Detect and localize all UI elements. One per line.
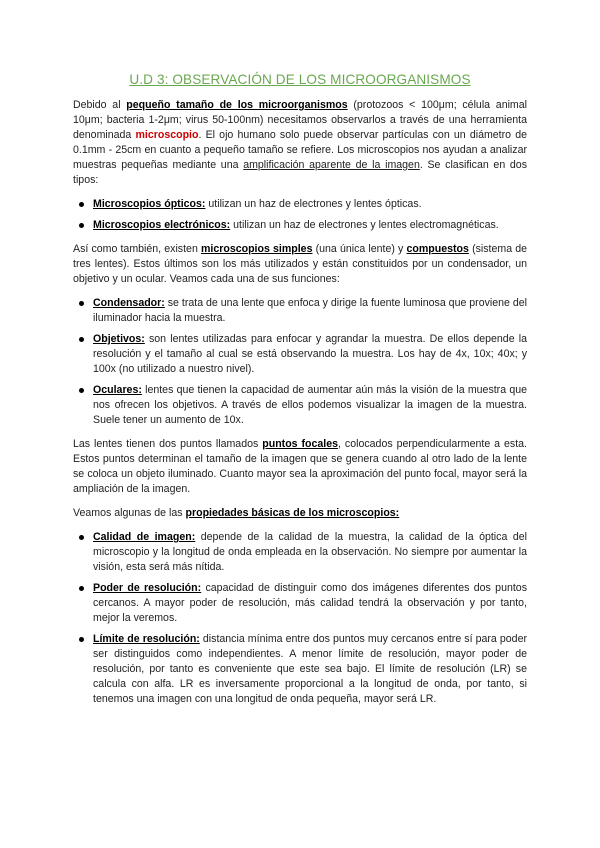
page-title: U.D 3: OBSERVACIÓN DE LOS MICROORGANISMOS	[129, 72, 471, 87]
list-term: Microscopios electrónicos:	[93, 219, 231, 231]
text: Así como también, existen	[73, 243, 201, 255]
list-text: utilizan un haz de electrones y lentes electromagnéticas.	[230, 219, 499, 231]
bullet-icon	[79, 223, 84, 228]
list-term: Calidad de imagen:	[93, 531, 196, 543]
list-item	[73, 296, 527, 326]
microscope-types-list	[73, 197, 527, 233]
bullet-icon	[79, 337, 84, 342]
list-text: depende de la calidad de la muestra, la calidad de la óptica del microscopio y la longitud de onda empleada en la observación. No siempre por aumentar la visión, esta será más nítida.	[93, 531, 527, 573]
microscope-parts-list	[73, 296, 527, 428]
list-text: son lentes utilizadas para enfocar y agrandar la muestra. De ellos depende la resolución y el tamaño al cual se está observando la muestra. Los hay de 4x, 10x; 40x; y 100x (no utilizado a nuestro nivel).	[93, 333, 527, 375]
compound-paragraph	[73, 242, 527, 287]
list-text: utilizan un haz de electrones y lentes ópticas.	[205, 198, 422, 210]
list-term: Límite de resolución:	[93, 633, 200, 645]
text: (sistema de tres lentes). Estos últimos son los más utilizados y están constituidos por un condensador, un objetivo y un ocular. Veamos cada una de sus funciones:	[73, 243, 528, 285]
emphasis: compuestos	[406, 243, 469, 255]
list-text: lentes que tienen la capacidad de aumentar aún más la visión de la muestra que nos ofrecen los objetivos. A través de ellos podemos visualizar la imagen de la muestra. Suele tener un aumento de 10x.	[93, 384, 527, 426]
list-term: Oculares:	[93, 384, 142, 396]
list-item	[73, 530, 527, 575]
text: Las lentes tienen dos puntos llamados	[73, 438, 263, 450]
list-term: Poder de resolución:	[93, 582, 202, 594]
focal-points-paragraph	[73, 437, 527, 497]
bullet-icon	[79, 202, 84, 207]
list-item	[73, 218, 527, 233]
list-text: distancia mínima entre dos puntos muy cercanos entre sí para poder ser distinguidos como independientes. A menor límite de resolución, mayor poder de resolución, por tanto es conveniente que este sea bajo. El límite de resolución (LR) se calcula con alfa. LR es inversamente proporcional a la longitud de onda, por tanto, si tenemos una imagen con una longitud de onda pequeña, mayor será LR.	[93, 633, 527, 705]
text: Debido al	[73, 99, 127, 111]
list-text: se trata de una lente que enfoca y dirige la fuente luminosa que proviene del iluminador hacia la muestra.	[93, 297, 528, 324]
text: , colocados perpendicularmente a esta. Estos puntos determinan el tamaño de la imagen que se genera cuando al otro lado de la lente se coloca un objeto iluminado. Cuanto mayor sea la aproximación del punto focal, mayor será la ampliación de la imagen.	[73, 438, 528, 495]
list-term: Condensador:	[93, 297, 165, 309]
intro-paragraph	[73, 98, 527, 188]
emphasis: puntos focales	[262, 438, 339, 450]
bullet-icon	[79, 535, 84, 540]
highlight-term: microscopio	[135, 129, 199, 141]
emphasis: pequeño tamaño de los microorganismos	[126, 99, 348, 111]
text: (una única lente) y	[312, 243, 407, 255]
text: . El ojo humano solo puede observar partículas con un diámetro de 0.1mm - 25cm en cuanto a pequeño tamaño se refiere. Los microscopios nos ayudan a analizar muestras pequeñas mediante una	[73, 129, 527, 171]
properties-list	[73, 530, 527, 707]
list-term: Objetivos:	[93, 333, 145, 345]
bullet-icon	[79, 637, 84, 642]
list-text: capacidad de distinguir como dos imágenes diferentes dos puntos cercanos. A mayor poder de resolución, más calidad tendrá la observación y por tanto, mejor la veremos.	[93, 582, 527, 624]
underlined-text: amplificación aparente de la imagen	[243, 159, 420, 171]
list-item	[73, 581, 527, 626]
bullet-icon	[79, 388, 84, 393]
emphasis: propiedades básicas de los microscopios:	[185, 507, 400, 519]
bullet-icon	[79, 301, 84, 306]
properties-intro	[73, 506, 527, 521]
list-item	[73, 197, 527, 212]
emphasis: microscopios simples	[200, 243, 313, 255]
list-item	[73, 383, 527, 428]
list-term: Microscopios ópticos:	[93, 198, 206, 210]
text: . Se clasifican en dos tipos:	[73, 159, 527, 186]
text: Veamos algunas de las	[73, 507, 186, 519]
bullet-icon	[79, 586, 84, 591]
text: (protozoos < 100μm; célula animal 10μm; bacteria 1-2μm; virus 50-100nm) necesitamos observarlos a través de una herramienta denominada	[73, 99, 528, 141]
list-item	[73, 332, 527, 377]
list-item	[73, 632, 527, 707]
